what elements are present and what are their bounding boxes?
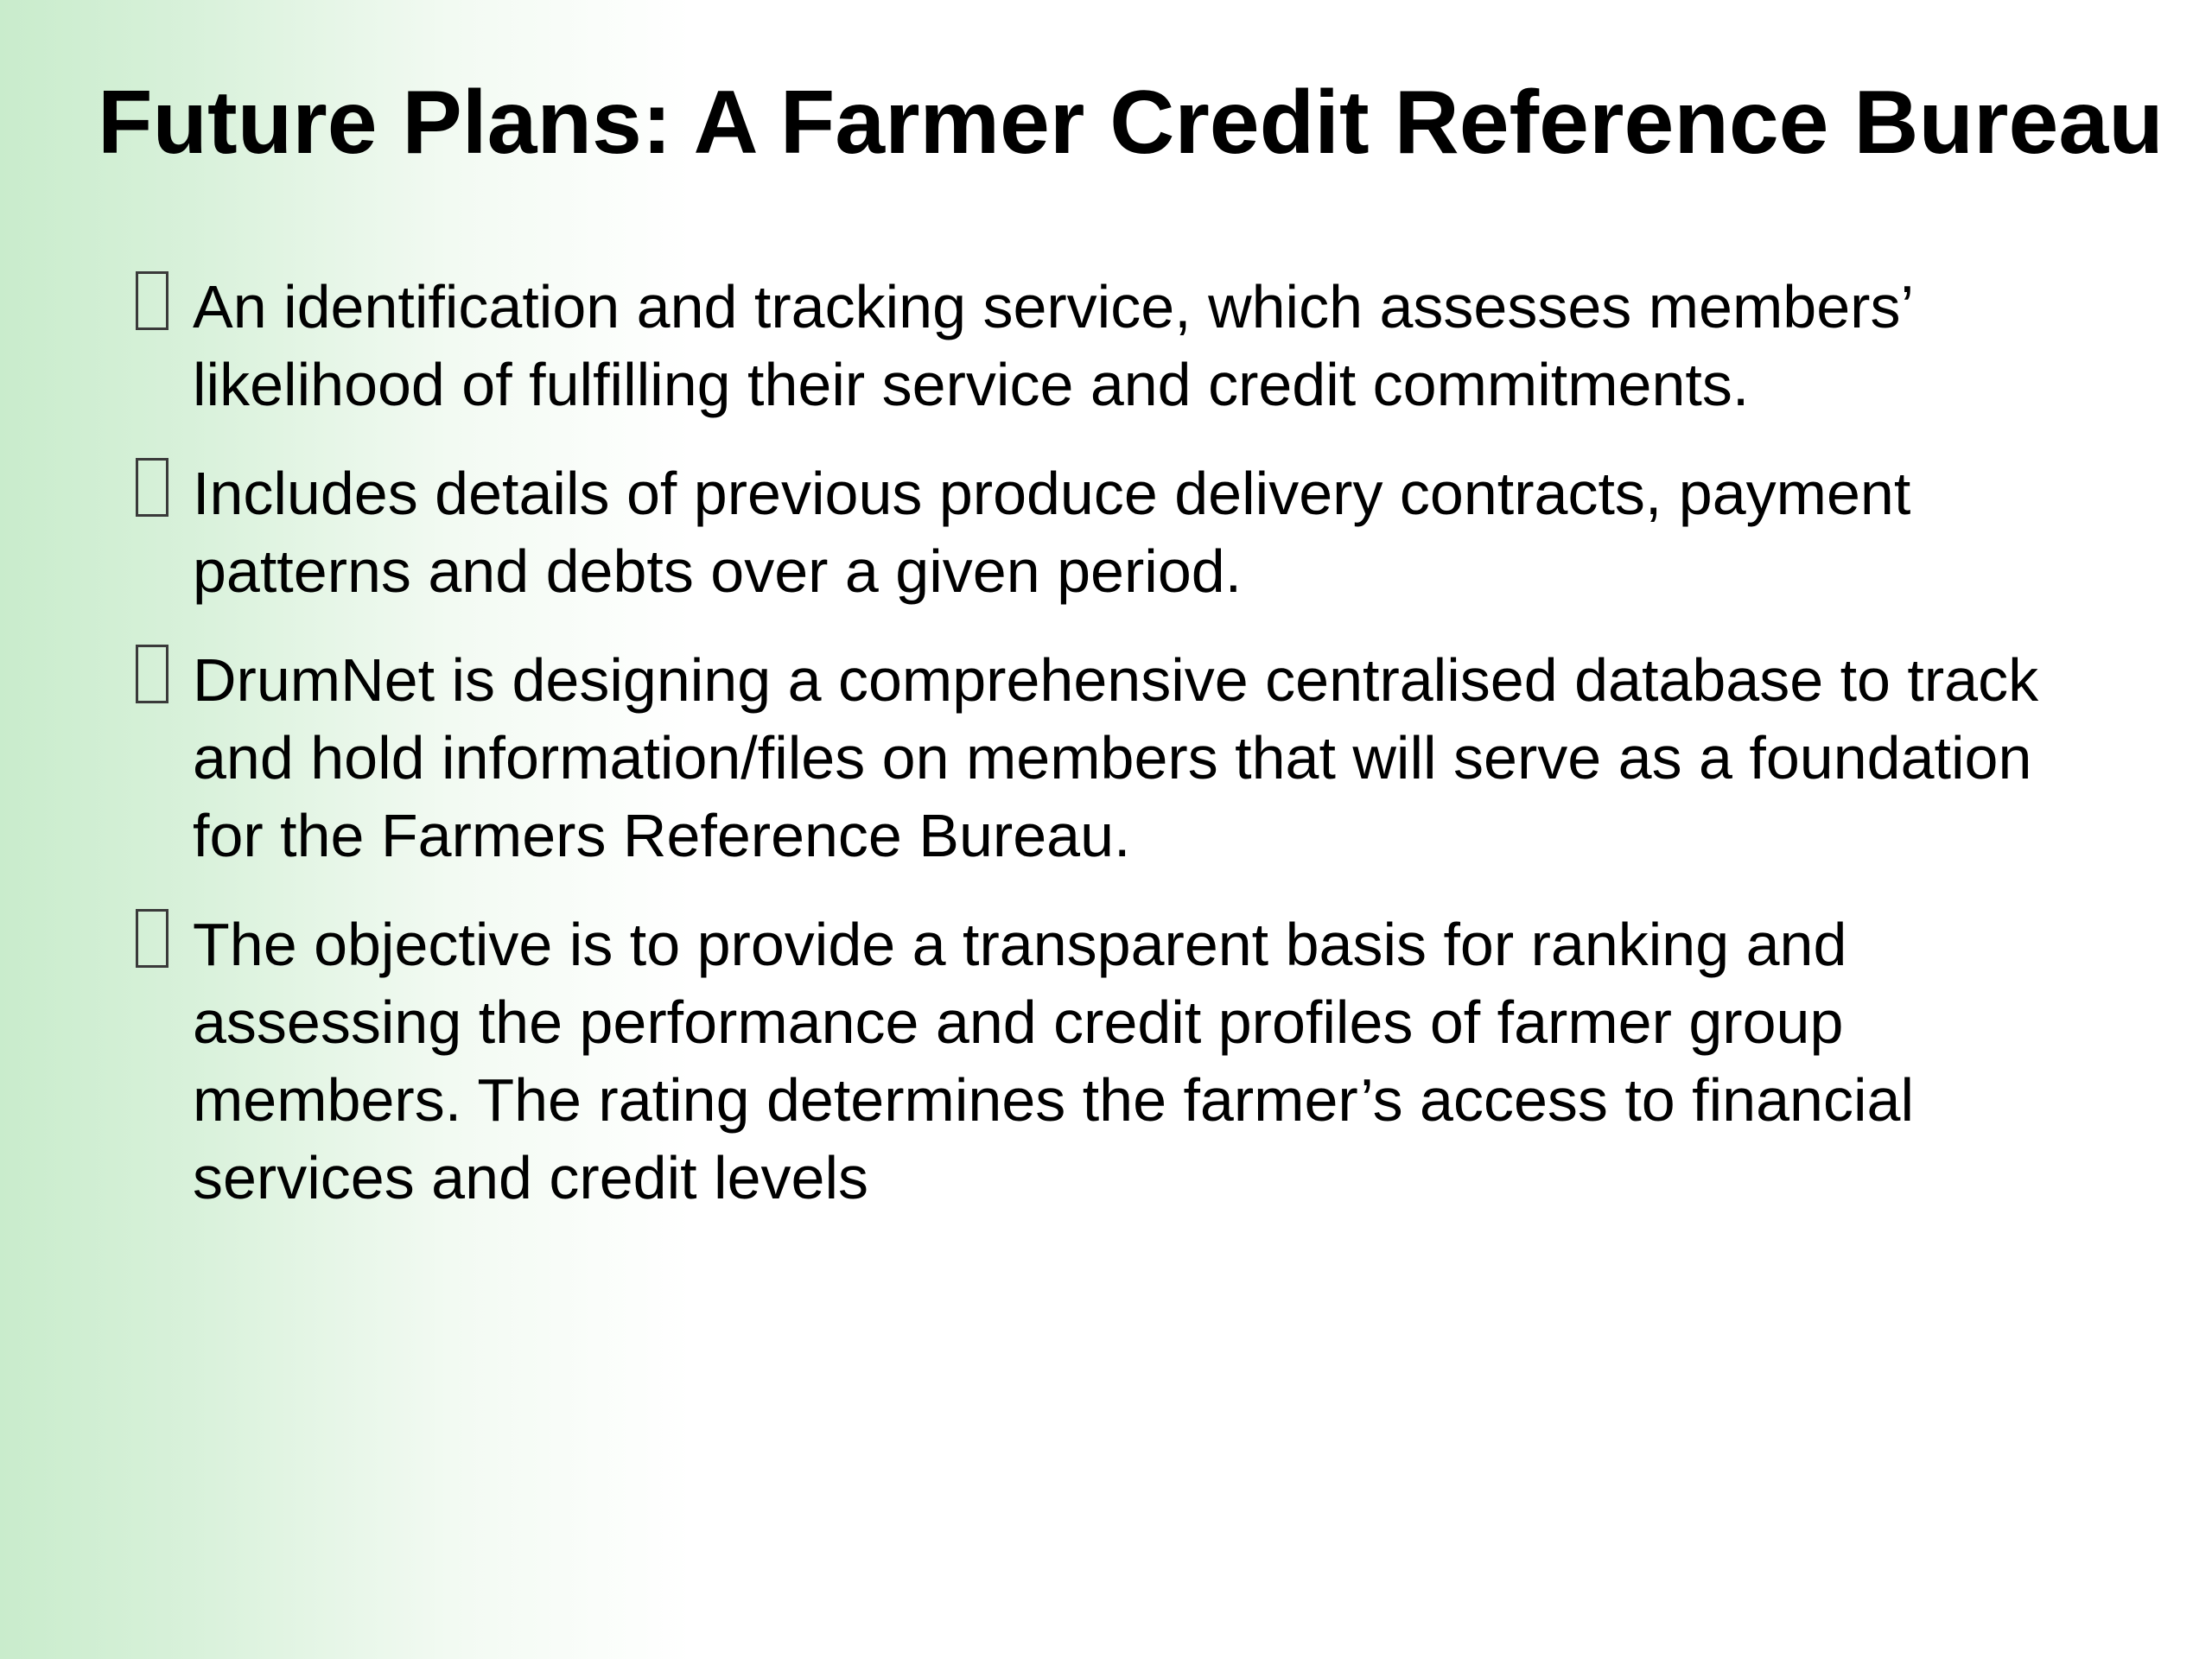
missing-glyph-box-icon <box>136 458 168 517</box>
bullet-text: An identification and tracking service, which assesses members’ likelihood of fulfilling their service and credit commitments. <box>193 273 1912 418</box>
slide-title: Future Plans: A Farmer Credit Reference Bureau <box>98 73 2164 173</box>
bullet-item <box>130 268 2117 423</box>
bullet-text: Includes details of previous produce delivery contracts, payment patterns and debts over a given period. <box>193 460 1911 605</box>
bullet-item <box>130 641 2117 874</box>
missing-glyph-box-icon <box>136 271 168 330</box>
bullet-item <box>130 906 2117 1217</box>
bullet-text: The objective is to provide a transparent basis for ranking and assessing the performance and credit profiles of farmer group members. The rating determines the farmer’s access to financial services and credit levels <box>193 911 1914 1211</box>
missing-glyph-box-icon <box>136 645 168 703</box>
bullet-list <box>130 268 2117 1248</box>
missing-glyph-box-icon <box>136 909 168 968</box>
bullet-text: DrumNet is designing a comprehensive centralised database to track and hold information/files on members that will serve as a foundation for the Farmers Reference Bureau. <box>193 646 2039 869</box>
bullet-item <box>130 454 2117 610</box>
